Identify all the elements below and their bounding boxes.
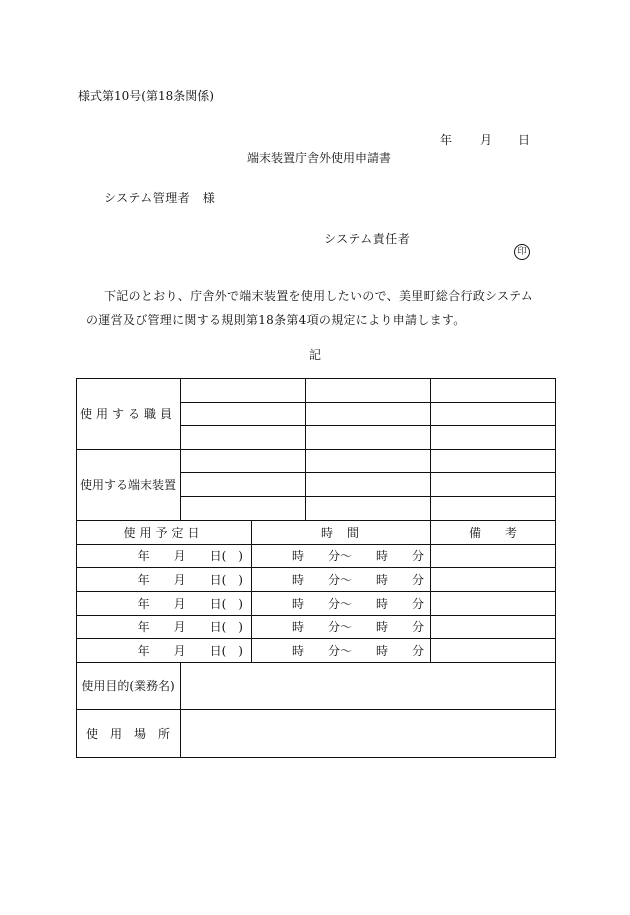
- schedule-time[interactable]: 時 分～ 時 分: [291, 596, 424, 611]
- purpose-label: 使用目的(業務名): [81, 679, 175, 693]
- application-table: [76, 378, 556, 758]
- col-line: [180, 378, 181, 520]
- body-line-1: 下記のとおり、庁舎外で端末装置を使用したいので、美里町総合行政システム: [104, 289, 534, 303]
- schedule-date[interactable]: 年 月 日( ): [137, 596, 243, 611]
- document-title: 端末装置庁舎外使用申請書: [246, 151, 391, 165]
- place-label: 使 用 場 所: [85, 726, 170, 741]
- remarks-header: 備 考: [468, 525, 517, 540]
- schedule-date[interactable]: 年 月 日( ): [137, 643, 243, 658]
- seal-mark: 印: [514, 244, 530, 260]
- staff-label: 使用する職員: [79, 407, 176, 421]
- device-label: 使用する端末装置: [79, 478, 176, 492]
- row-line: [180, 496, 556, 497]
- schedule-time[interactable]: 時 分～ 時 分: [291, 549, 424, 563]
- row-line: [180, 472, 556, 473]
- schedule-date[interactable]: 年 月 日( ): [137, 620, 243, 634]
- purpose-input[interactable]: [181, 663, 555, 709]
- place-input[interactable]: [181, 710, 555, 757]
- schedule-header: 使用予定日: [123, 525, 204, 540]
- applicant-title: システム責任者: [324, 232, 411, 246]
- schedule-time[interactable]: 時 分～ 時 分: [291, 620, 424, 634]
- schedule-date[interactable]: 年 月 日( ): [137, 572, 243, 587]
- date-year[interactable]: 年: [440, 133, 453, 147]
- row-line: [180, 402, 556, 403]
- time-header: 時 間: [320, 525, 360, 540]
- row-line: [180, 425, 556, 426]
- body-line-2: の運営及び管理に関する規則第18条第4項の規定により申請します。: [86, 313, 466, 327]
- ki-heading: 記: [308, 348, 321, 362]
- date-line: [440, 131, 530, 148]
- schedule-date[interactable]: 年 月 日( ): [137, 549, 243, 563]
- addressee: システム管理者 様: [104, 191, 216, 205]
- col-line: [305, 378, 306, 520]
- date-day[interactable]: 日: [518, 133, 531, 147]
- form-number: 様式第10号(第18条関係): [78, 89, 214, 103]
- date-month[interactable]: 月: [480, 133, 493, 147]
- table-border-bottom: [76, 757, 556, 758]
- table-border-right: [555, 378, 556, 758]
- schedule-time[interactable]: 時 分～ 時 分: [291, 643, 424, 658]
- schedule-time[interactable]: 時 分～ 時 分: [291, 572, 424, 587]
